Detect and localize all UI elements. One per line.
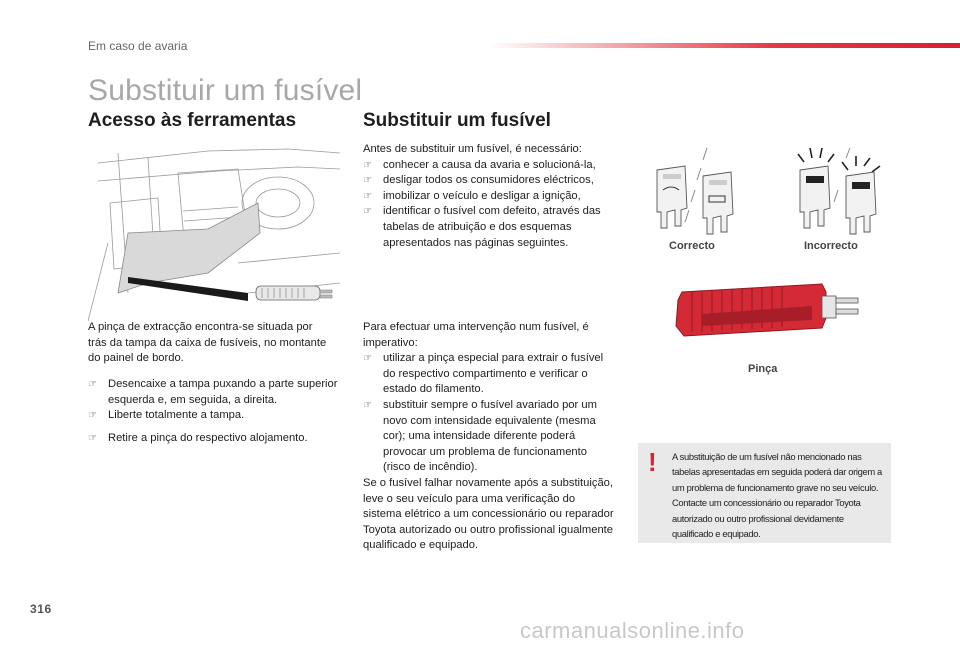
list-item: ☞ Liberte totalmente a tampa.	[88, 408, 340, 424]
list-item: ☞ desligar todos os consumidores eléctricos,	[363, 173, 615, 189]
before-replace-block: Antes de substituir um fusível, é necessário: ☞ conhecer a causa da avaria e solucioná-la, ☞ desligar todos os consumidores eléctricos, ☞ imobilizar o veículo e desligar a ignição, ☞ identificar o fusível com defeito, através das tabelas de atribuição e dos esquemas apresentados nas páginas seguintes.	[363, 142, 615, 251]
pointing-finger-icon: ☞	[88, 410, 97, 422]
closing-text: Se o fusível falhar novamente após a substituição, leve o seu veículo para uma verificação do sistema elétrico a um concessionário ou reparador Toyota autorizado ou outro profissional igualmente qualificado e equipado.	[363, 476, 614, 552]
list-item: ☞ identificar o fusível com defeito, através das tabelas de atribuição e dos esquemas apresentados nas páginas seguintes.	[363, 205, 601, 249]
warning-text: A substituição de um fusível não mencionado nas tabelas apresentadas em seguida poderá dar origem a um problema de funcionamento grave no seu veículo. Contacte um concessionário ou reparador Toyota autorizado ou outro profissional devidamente qualificado e equipado.	[672, 451, 882, 540]
list-item: ☞ substituir sempre o fusível avariado por um novo com intensidade equivalente (mesma cor); uma intensidade diferente poderá provocar um problema de funcionamento (risco de incêndio).	[363, 398, 597, 474]
pointing-finger-icon: ☞	[363, 353, 372, 365]
pointing-finger-icon: ☞	[88, 432, 97, 444]
label-incorrect: Incorrecto	[804, 240, 858, 252]
tool-location-text: A pinça de extracção encontra-se situada por trás da tampa da caixa de fusíveis, no montante do painel de bordo.	[88, 321, 327, 365]
tool-steps-list	[88, 377, 340, 446]
pointing-finger-icon: ☞	[88, 379, 97, 390]
pointing-finger-icon: ☞	[363, 399, 372, 411]
list-item: ☞ conhecer a causa da avaria e solucioná-la,	[363, 158, 615, 174]
fuse-correct-illustration	[645, 146, 745, 238]
header-accent-bar	[490, 43, 960, 48]
warning-exclamation-icon: !	[648, 447, 657, 477]
pointing-finger-icon: ☞	[363, 175, 372, 187]
label-pliers: Pinça	[748, 363, 778, 375]
fuse-incorrect-illustration	[790, 146, 890, 238]
list-item: ☞ Retire a pinça do respectivo alojamento.	[88, 431, 340, 447]
heading-tool-access: Acesso às ferramentas	[88, 110, 297, 131]
watermark: carmanualsonline.info	[520, 618, 745, 643]
list-item: ☞ imobilizar o veículo e desligar a ignição,	[363, 189, 615, 205]
dashboard-fuse-cover-illustration	[88, 143, 340, 321]
fuse-pliers-illustration	[672, 278, 867, 342]
list-item: ☞ utilizar a pinça especial para extrair o fusível do respectivo compartimento e verificar o estado do filamento.	[363, 352, 604, 396]
pointing-finger-icon: ☞	[363, 159, 372, 171]
section-header: Em caso de avaria	[88, 39, 188, 53]
heading-replace-fuse: Substituir um fusível	[363, 110, 551, 131]
list-item: ☞ Desencaixe a tampa puxando a parte superior esquerda e, em seguida, a direita.	[88, 378, 338, 406]
pointing-finger-icon: ☞	[363, 190, 372, 202]
page-title: Substituir um fusível	[88, 74, 363, 107]
page-number: 316	[30, 602, 52, 616]
pointing-finger-icon: ☞	[363, 206, 372, 218]
label-correct: Correcto	[669, 240, 715, 252]
intervention-block: Para efectuar uma intervenção num fusível, é imperativo: ☞ utilizar a pinça especial para extrair o fusível do respectivo compartimento e verificar o estado do filamento. ☞ substituir sempre o fusível avariado por um novo com intensidade equivalente (mesma cor); uma intensidade diferente poderá provocar um problema de funcionamento (risco de incêndio). Se o fusível falhar novamente após a substituição, leve o seu veículo para uma verificação do sistema elétrico a um concessionário ou reparador Toyota autorizado ou outro profissional igualmente qualificado e equipado.	[363, 320, 615, 554]
